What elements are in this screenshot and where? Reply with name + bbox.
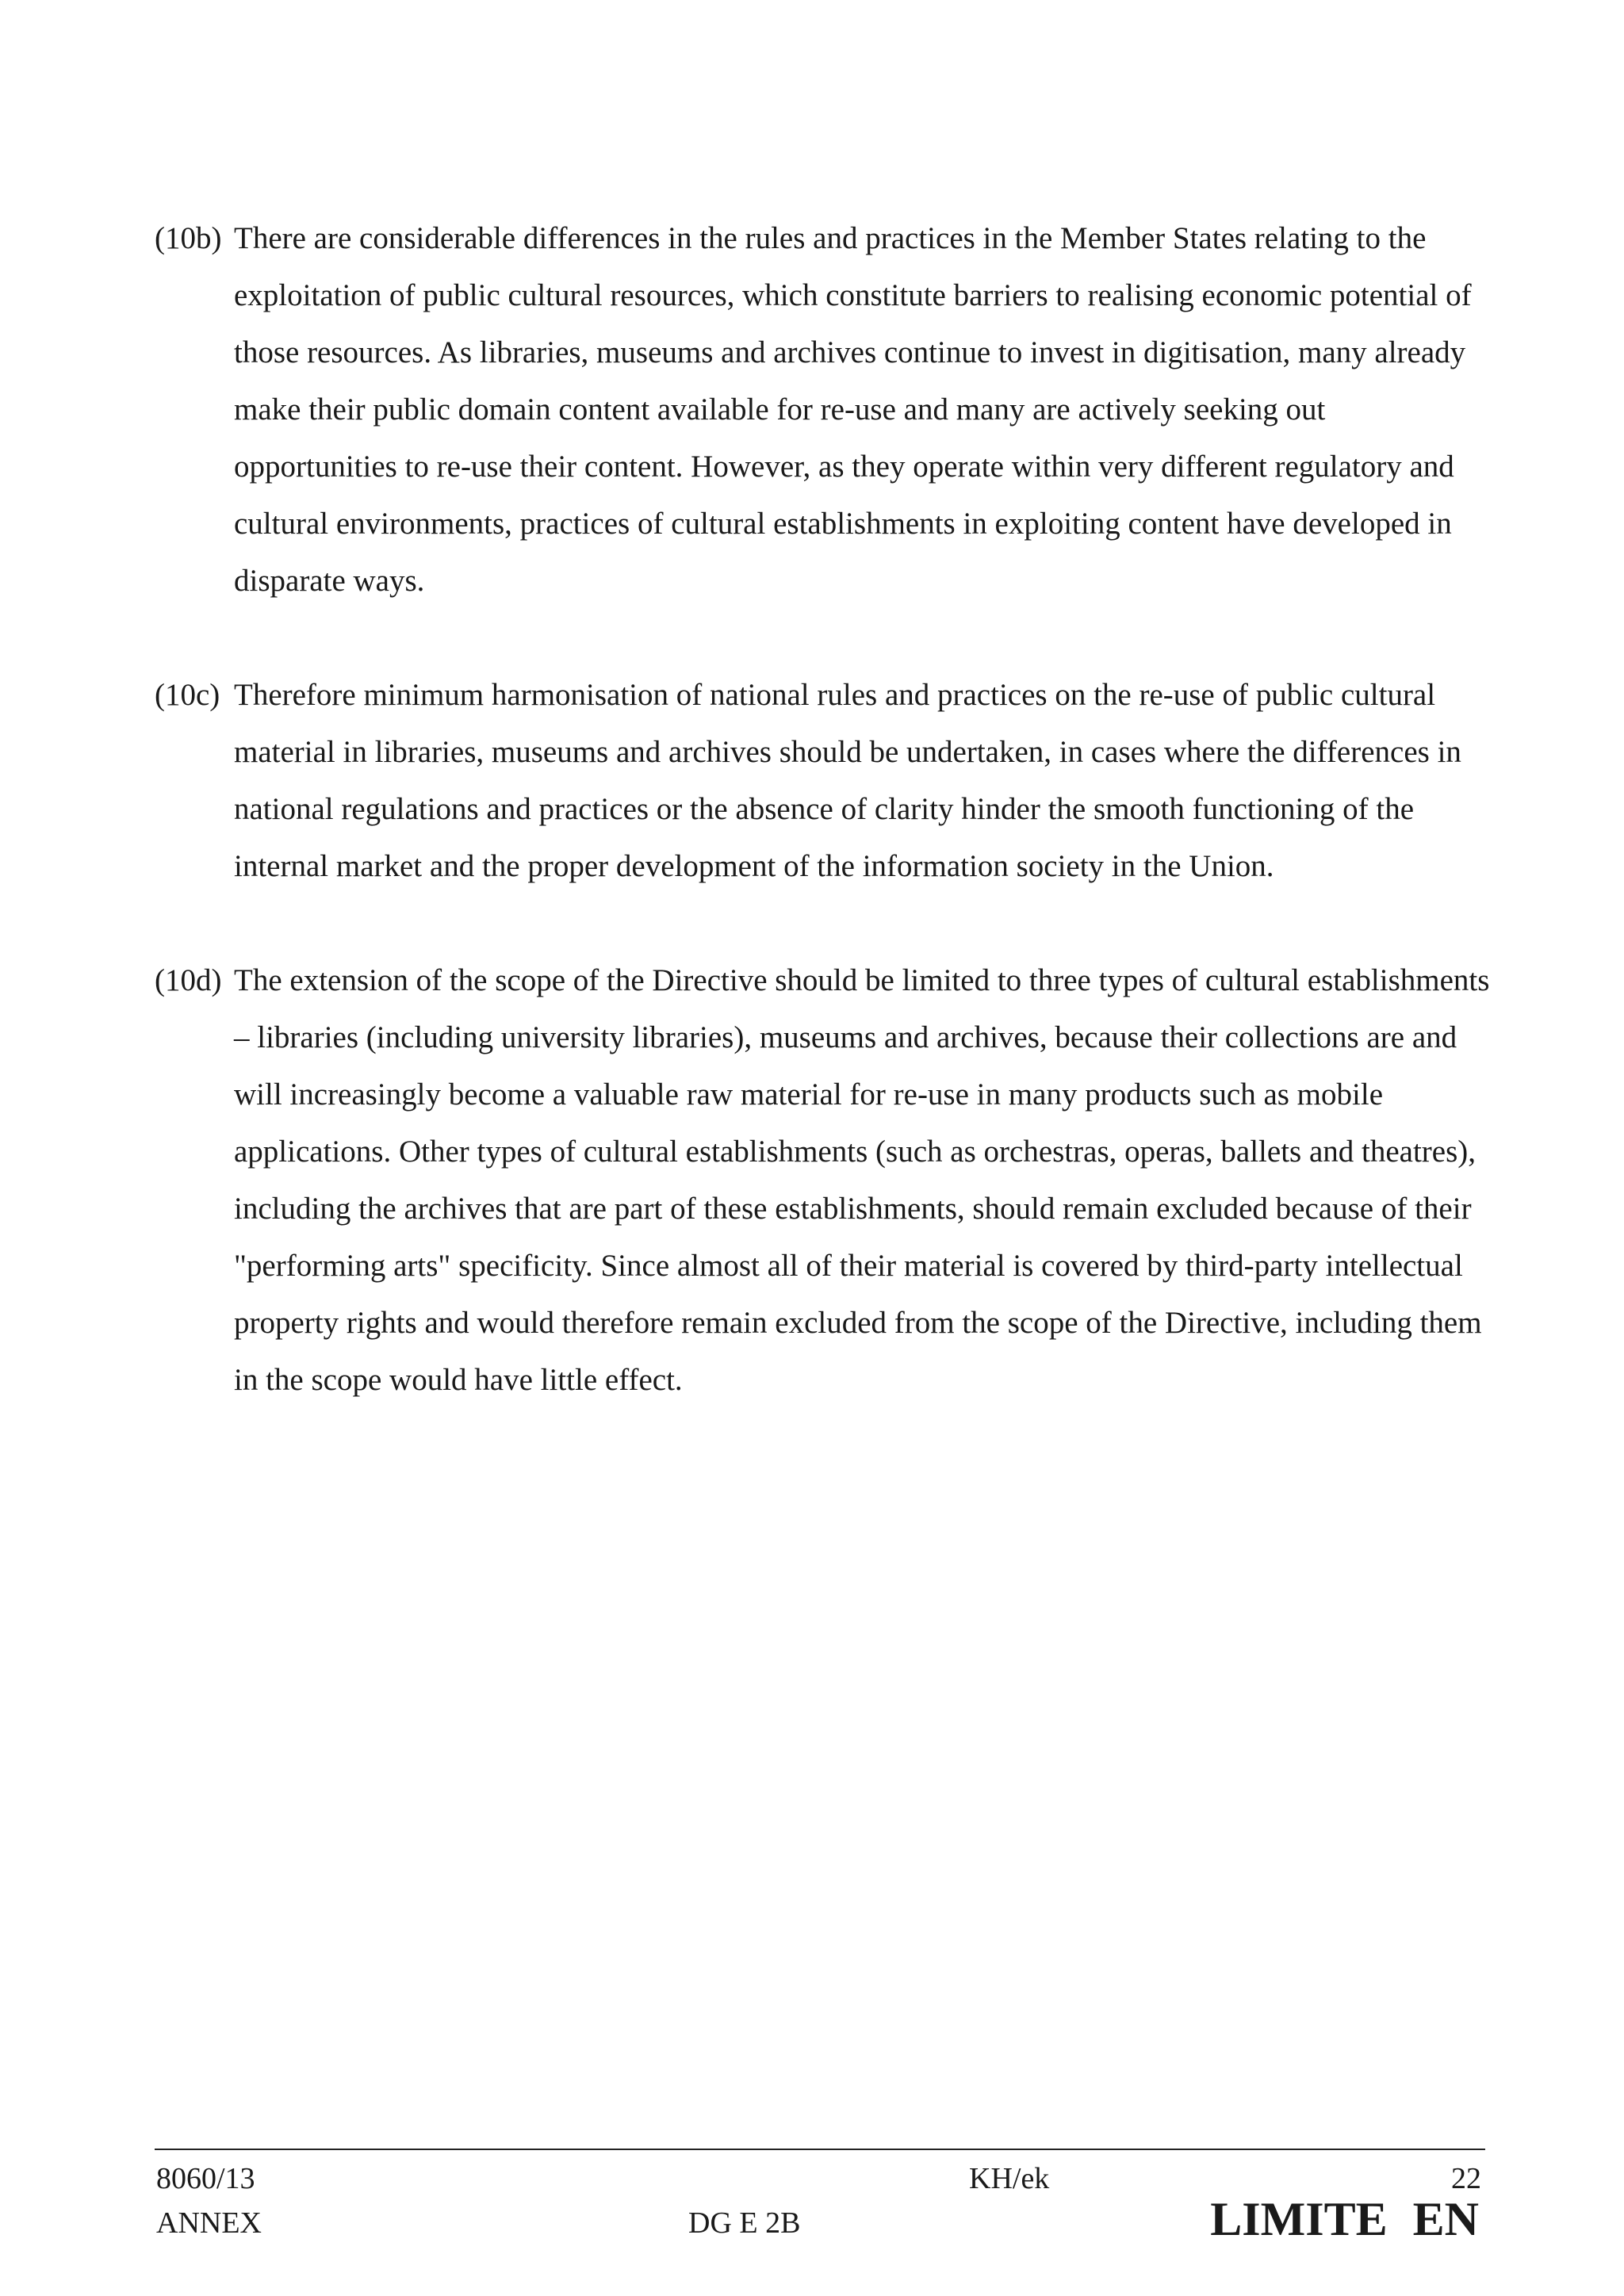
- directorate-code: DG E 2B: [688, 2206, 801, 2240]
- recital-10b: [155, 210, 1495, 610]
- language-code: EN: [1412, 2193, 1479, 2245]
- annex-label: ANNEX: [156, 2206, 262, 2240]
- recital-text: Therefore minimum harmonisation of national rules and practices on the re-use of public cultural material in libraries, museums and archives should be undertaken, in cases where the differences in national regulations and practices or the absence of clarity hinder the smooth functioning of the internal market and the proper development of the information society in the Union.: [234, 678, 1461, 883]
- classification-level: LIMITE: [1210, 2193, 1388, 2245]
- recital-number: (10c): [155, 678, 220, 712]
- recital-number: (10b): [155, 221, 222, 255]
- recitals-section: [155, 210, 1495, 1466]
- recital-10d: [155, 952, 1495, 1409]
- recital-text: There are considerable differences in the rules and practices in the Member States relating to the exploitation of public cultural resources, which constitute barriers to realising economic potential of those resources. As libraries, museums and archives continue to invest in digitisation, many already make their public domain content available for re-use and many are actively seeking out opportunities to re-use their content. However, as they operate within very different regulatory and cultural environments, practices of cultural establishments in exploiting content have developed in disparate ways.: [234, 221, 1472, 598]
- page-number: 22: [1451, 2162, 1481, 2195]
- recital-number: (10d): [155, 963, 222, 997]
- author-code: KH/ek: [969, 2162, 1050, 2195]
- footer-divider: [155, 2149, 1485, 2150]
- recital-text: The extension of the scope of the Directive should be limited to three types of cultural establishments – libraries (including university libraries), museums and archives, because their collections are and will increasingly become a valuable raw material for re-use in many products such as mobile applications. Other types of cultural establishments (such as orchestras, operas, ballets and theatres), including the archives that are part of these establishments, should remain excluded because of their "performing arts" specificity. Since almost all of their material is covered by third-party intellectual property rights and would therefore remain excluded from the scope of the Directive, including them in the scope would have little effect.: [234, 963, 1490, 1397]
- classification-marking: [1210, 2193, 1479, 2245]
- document-number: 8060/13: [156, 2162, 255, 2195]
- recital-10c: [155, 667, 1495, 895]
